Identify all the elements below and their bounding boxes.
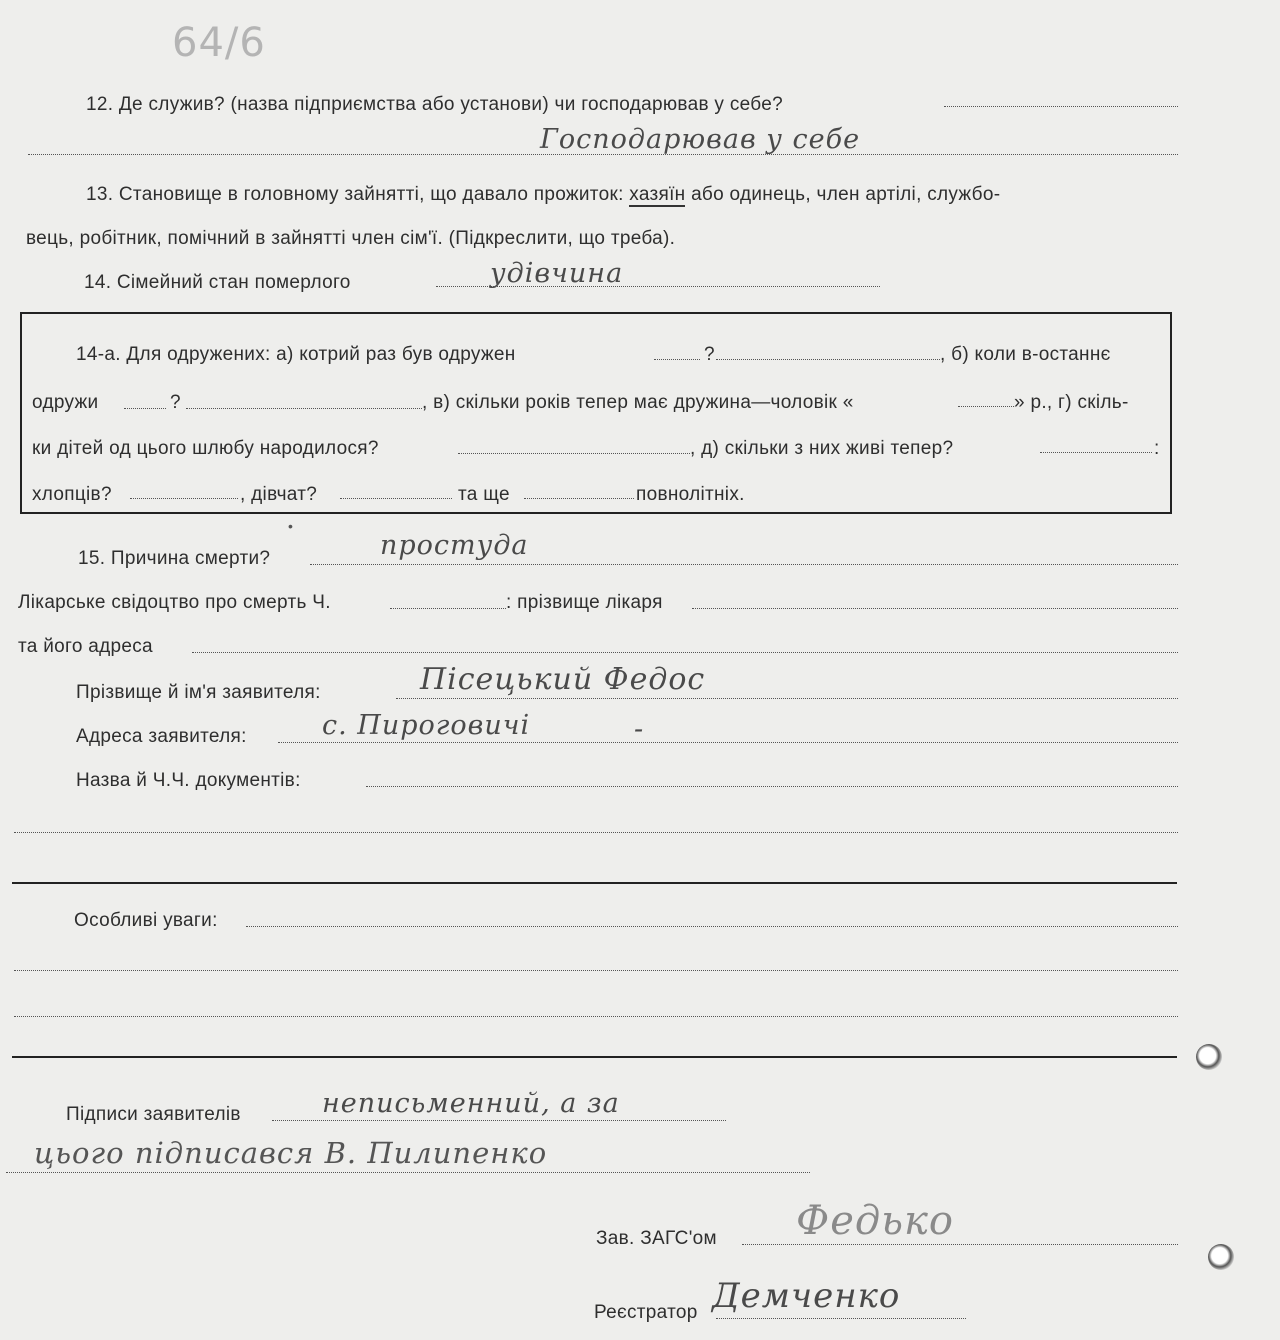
section-divider-1 [12, 882, 1177, 884]
q12-fill-line [944, 106, 1178, 107]
q14a-l2a: одружи [32, 392, 99, 413]
applicant-address-tail: - [634, 714, 645, 745]
q14a-adults-field [524, 498, 634, 499]
remarks-field-3 [14, 1016, 1178, 1017]
q15-label: 15. Причина смерти? [78, 548, 271, 569]
q14a-l1q: ? [704, 344, 715, 365]
q14a-children-alive-field [1040, 452, 1152, 453]
q12-answer: Господарював у себе [540, 124, 861, 155]
applicant-docs-label: Назва й Ч.Ч. документів: [76, 770, 301, 791]
q13-options: або одинець, член артілі, службо- [691, 184, 1001, 205]
stray-dot-mark: • [288, 518, 293, 534]
doctor-surname-field [692, 608, 1178, 609]
registrar-signature-line [716, 1318, 966, 1319]
applicant-address-label: Адреса заявителя: [76, 726, 247, 747]
remarks-field [246, 926, 1178, 927]
q14a-children-born-field [458, 453, 690, 454]
signatures-field [272, 1120, 726, 1121]
signatures-line1: неписьменний, а за [322, 1088, 620, 1119]
applicant-address-value: с. Пироговичі [322, 710, 531, 741]
registrar-label: Реєстратор [594, 1302, 698, 1323]
q14a-l2b: , в) скільки років тепер має дружина—чоловік « [422, 392, 854, 413]
punch-hole-bottom [1208, 1244, 1234, 1270]
head-signature: Федько [796, 1198, 954, 1244]
q14a-times-married-field [654, 359, 700, 360]
q14a-l4c: та ще [458, 484, 510, 505]
registrar-signature: Демченко [712, 1276, 901, 1316]
q14a-l1a: 14-а. Для одружених: а) котрий раз був одружен [76, 344, 516, 365]
q13-label: 13. Становище в головному зайнятті, що давало прожиток: [86, 184, 624, 205]
signatures-label: Підписи заявителів [66, 1104, 241, 1125]
doctor-surname-label: : прізвище лікаря [506, 592, 663, 613]
remarks-field-2 [14, 970, 1178, 971]
applicant-name-value: Пісецький Федос [420, 662, 706, 697]
applicant-address-field [278, 742, 1178, 743]
q14a-girls-field [340, 498, 452, 499]
doctor-address-label: та його адреса [18, 636, 153, 657]
q14a-l4b: , дівчат? [240, 484, 318, 505]
signatures-line2: цього підписався В. Пилипенко [34, 1136, 548, 1170]
corner-archive-mark: 64/6 [172, 20, 266, 66]
applicant-name-field [396, 698, 1178, 699]
q14a-l3b: , д) скільки з них живі тепер? [690, 438, 954, 459]
q13-line2: вець, робітник, помічний в зайнятті член сім'ї. (Підкреслити, що треба). [26, 228, 676, 249]
remarks-label: Особливі уваги: [74, 910, 218, 931]
q14a-l4d: повнолітніх. [636, 484, 745, 505]
applicant-docs-field [366, 786, 1178, 787]
punch-hole-top [1196, 1044, 1222, 1070]
q14a-l2q: ? [170, 392, 181, 413]
q14-label: 14. Сімейний стан померлого [84, 272, 351, 293]
section-divider-2 [12, 1056, 1177, 1058]
q15-answer: простуда [380, 530, 529, 561]
q13-line1 [86, 184, 1000, 206]
q14a-last-married-field-2 [186, 408, 422, 409]
q12-label: 12. Де служив? (назва підприємства або установи) чи господарював у себе? [86, 94, 783, 115]
q14a-l3a: ки дітей од цього шлюбу народилося? [32, 438, 379, 459]
doctor-cert-number-field [390, 608, 506, 609]
q13-selected-option: хазяїн [629, 184, 686, 205]
q14a-l3c: : [1154, 438, 1160, 459]
q15-fill-line [310, 564, 1178, 565]
doctor-address-field [192, 652, 1178, 653]
q14a-last-married-field [124, 408, 166, 409]
applicant-name-label: Прізвище й ім'я заявителя: [76, 682, 321, 703]
q14a-l1b: , б) коли в-останнє [940, 344, 1111, 365]
head-label: Зав. ЗАГС'ом [596, 1228, 717, 1249]
q14a-boys-field [130, 498, 238, 499]
q14a-l2c: » р., г) скіль- [1014, 392, 1129, 413]
signatures-field-2 [6, 1172, 810, 1173]
q14a-times-married-field-2 [716, 359, 940, 360]
q14a-spouse-age-field [958, 406, 1014, 407]
q14-answer: удівчина [490, 258, 624, 289]
head-signature-line [742, 1244, 1178, 1245]
applicant-docs-field-2 [14, 832, 1178, 833]
q14a-l4a: хлопців? [32, 484, 112, 505]
doctor-cert-label: Лікарське свідоцтво про смерть Ч. [18, 592, 331, 613]
